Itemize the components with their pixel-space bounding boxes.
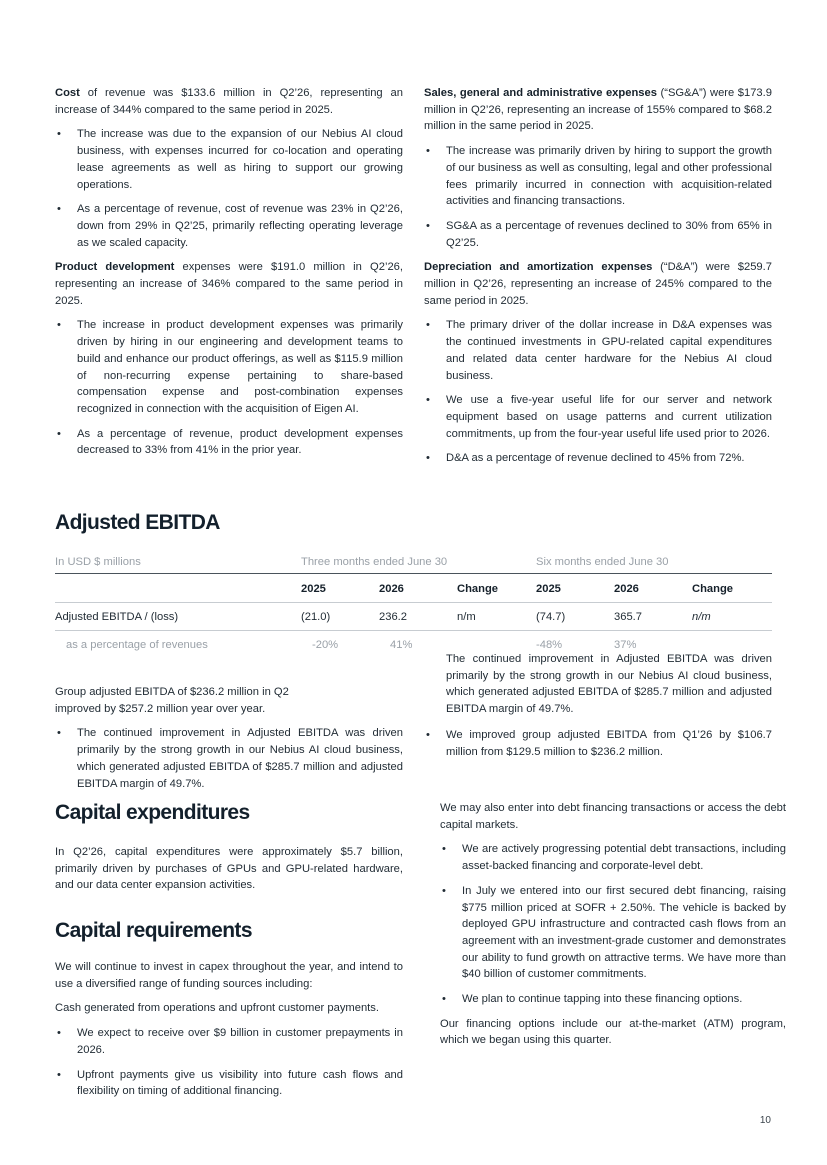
sga-paragraph — [424, 85, 772, 135]
table-cell: 41% — [390, 639, 413, 651]
product-development-bullets — [55, 317, 403, 459]
row-label: Adjusted EBITDA / (loss) — [55, 611, 179, 623]
da-label: Depreciation and amortization expenses — [424, 261, 653, 274]
column-header: 2026 — [379, 583, 404, 595]
column-header: Change — [457, 583, 499, 595]
table-row — [55, 603, 772, 631]
page-number: 10 — [759, 1115, 771, 1126]
adjusted-ebitda-table — [55, 553, 772, 651]
ebitda-left-text — [55, 684, 403, 790]
sga-label: Sales, general and administrative expenses — [424, 87, 657, 99]
capital-requirements-heading: Capital requirements — [55, 919, 252, 942]
cost-bullets — [55, 126, 403, 251]
debt-intro: We may also enter into debt financing transactions or access the debt capital markets. — [440, 802, 786, 831]
list-item: • We improved group adjusted EBITDA from Q1’26 by $106.7 million from $129.5 million to $236.2 million. — [424, 727, 772, 760]
table-cell: n/m — [692, 611, 711, 623]
table-column-header-row — [55, 575, 772, 603]
da-bullets — [424, 317, 772, 467]
ebitda-continued-inner: The continued improvement in Adjusted EBITDA was driven primarily by the strong growth in our Nebius AI cloud business, which generated adjusted EBITDA of $285.7 million and adjusted EBITDA margin of 49.7%. — [446, 653, 772, 716]
column-header: 2026 — [614, 583, 639, 595]
ebitda-continued-text — [424, 653, 772, 717]
debt-financing-section — [440, 800, 786, 1057]
table-units-label: In USD $ millions — [55, 556, 141, 568]
table-cell: 236.2 — [379, 611, 407, 623]
capital-requirements-section — [55, 918, 403, 1108]
list-item: • The increase was primarily driven by hiring to support the growth of our business as well as consulting, legal and other professional fees primarily incurred in connection with acquisition-related activities and financing transactions. — [424, 143, 772, 210]
column-header: 2025 — [536, 583, 561, 595]
column-header: Change — [692, 583, 734, 595]
list-item: • The increase in product development expenses was primarily driven by hiring in our engineering and development teams to build and enhance our product offerings, as well as $115.9 million of non-recurring expense pertaining to share-based compensation expense and post-combination expenses recognized in connection with the acquisition of Eigen AI. — [55, 317, 403, 417]
capex-text: In Q2’26, capital expenditures were approximately $5.7 billion, primarily driven by purchases of GPUs and GPU-related hardware, and our data center expansion activities. — [55, 846, 403, 892]
three-months-group-header: Three months ended June 30 — [301, 556, 448, 568]
list-item: • SG&A as a percentage of revenues declined to 30% from 65% in Q2’25. — [424, 218, 772, 251]
table-cell: 37% — [614, 639, 637, 651]
opex-right-column — [424, 85, 772, 475]
da-text: (“D&A”) were $259.7 million in Q2’26, representing an increase of 245% compared to the same period in 2025. — [424, 261, 772, 307]
list-item: • As a percentage of revenue, cost of revenue was 23% in Q2’26, down from 29% in Q2’25, primarily reflecting operating leverage as we scaled capacity. — [55, 201, 403, 251]
adjusted-ebitda-heading: Adjusted EBITDA — [55, 511, 220, 534]
ebitda-summary: Group adjusted EBITDA of $236.2 million in Q2 improved by $257.2 million year over year. — [55, 686, 289, 715]
column-header: 2025 — [301, 583, 326, 595]
capreq-cash-text: Cash generated from operations and upfront customer payments. — [55, 1002, 379, 1015]
atm-program-text: Our financing options include our at-the-market (ATM) program, which we began using this quarter. — [440, 1017, 786, 1047]
six-months-group-header: Six months ended June 30 — [536, 556, 669, 568]
table-cell: -48% — [536, 639, 563, 651]
list-item: • The primary driver of the dollar increase in D&A expenses was the continued investments in GPU-related capital expenditures and related data center hardware for the Nebius AI cloud business. — [424, 317, 772, 384]
row-label: as a percentage of revenues — [66, 639, 208, 651]
product-development-paragraph — [55, 259, 403, 309]
list-item: • We expect to receive over $9 billion in customer prepayments in 2026. — [55, 1025, 403, 1058]
debt-bullets — [440, 841, 786, 1007]
table-cell: (21.0) — [301, 611, 331, 623]
ebitda-bullets-left — [55, 725, 403, 790]
table-cell: n/m — [457, 611, 476, 623]
list-item: • We are actively progressing potential debt transactions, including asset-backed financing and corporate-level debt. — [440, 841, 786, 874]
list-item: • Upfront payments give us visibility into future cash flows and flexibility on timing of additional financing. — [55, 1067, 403, 1100]
capital-expenditures-heading: Capital expenditures — [55, 801, 250, 824]
table-group-header-row — [55, 553, 772, 573]
list-item: • D&A as a percentage of revenue declined to 45% from 72%. — [424, 450, 772, 467]
list-item: • We use a five-year useful life for our server and network equipment based on usage patterns and current utilization commitments, up from the four-year useful life used prior to 2026. — [424, 392, 772, 442]
product-development-label: Product development — [55, 261, 175, 274]
table-header-rule — [55, 573, 772, 574]
ebitda-right-text — [424, 653, 772, 768]
list-item: • We plan to continue tapping into these financing options. — [440, 991, 786, 1008]
list-item: • The increase was due to the expansion of our Nebius AI cloud business, with expenses incurred for co-location and operating lease agreements as well as hiring to support our growing operations. — [55, 126, 403, 193]
list-item: • In July we entered into our first secured debt financing, raising $775 million priced at SOFR + 2.50%. The vehicle is backed by deployed GPU infrastructure and contracted cash flows from an agreement with an investment-grade customer and demonstrates our ability to fund growth on attractive terms. We have more than $40 billion of customer commitments. — [440, 883, 786, 983]
table-cell: -20% — [312, 639, 339, 651]
table-cell: (74.7) — [536, 611, 566, 623]
cost-text: of revenue was $133.6 million in Q2’26, representing an increase of 344% compared to the same period in 2025. — [55, 87, 403, 116]
product-development-text: expenses were $191.0 million in Q2’26, representing an increase of 346% compared to the same period in 2025. — [55, 261, 403, 307]
list-item: • The continued improvement in Adjusted EBITDA was driven primarily by the strong growth in our Nebius AI cloud business, which generated adjusted EBITDA of $285.7 million and adjusted EBITDA margin of 49.7%. — [55, 725, 403, 759]
list-item: • As a percentage of revenue, product development expenses decreased to 33% from 41% in the prior year. — [55, 426, 403, 459]
capreq-intro: We will continue to invest in capex throughout the year, and intend to use a diversified range of funding sources including: — [55, 961, 403, 990]
opex-left-column — [55, 85, 403, 467]
cost-label: Cost — [55, 87, 80, 99]
ebitda-bullets-right — [424, 727, 772, 760]
cost-paragraph — [55, 85, 403, 118]
table-cell: 365.7 — [614, 611, 642, 623]
sga-bullets — [424, 143, 772, 251]
capreq-bullets — [55, 1025, 403, 1100]
da-paragraph — [424, 259, 772, 309]
sga-text: (“SG&A”) were $173.9 million in Q2’26, representing an increase of 155% compared to $68.2 million in the same period in 2025. — [424, 87, 772, 133]
capex-section — [55, 800, 403, 902]
